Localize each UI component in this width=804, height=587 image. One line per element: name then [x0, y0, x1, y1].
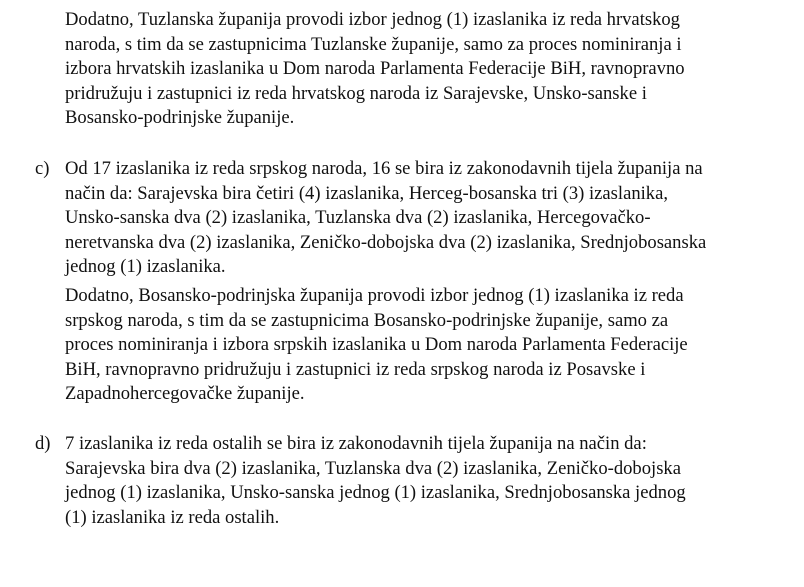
text-line: izbora hrvatskih izaslanika u Dom naroda Parlamenta Federacije BiH, ravnopravno — [65, 58, 685, 80]
list-item-c-additional — [65, 284, 789, 407]
text-line: neretvanska dva (2) izaslanika, Zeničko-dobojska dva (2) izaslanika, Srednjobosanska — [65, 231, 707, 253]
text-line: pridružuju i zastupnici iz reda hrvatskog naroda iz Sarajevske, Unsko-sanske i — [65, 82, 647, 104]
text-line: Unsko-sanska dva (2) izaslanika, Tuzlanska dva (2) izaslanika, Hercegovačko- — [65, 207, 651, 229]
list-marker-d: d) — [35, 433, 51, 454]
text-line: jednog (1) izaslanika. — [65, 256, 226, 278]
text-line: 7 izaslanika iz reda ostalih se bira iz zakonodavnih tijela županija na način da: — [65, 433, 647, 454]
text-line: Od 17 izaslanika iz reda srpskog naroda, 16 se bira iz zakonodavnih tijela županija na — [65, 158, 703, 179]
text-line: naroda, s tim da se zastupnicima Tuzlanske županije, samo za proces nominiranja i — [65, 33, 682, 55]
text-line: jednog (1) izaslanika, Unsko-sanska jednog (1) izaslanika, Srednjobosanska jednog — [65, 482, 686, 504]
text-line: (1) izaslanika iz reda ostalih. — [65, 506, 280, 528]
list-item-c — [65, 157, 789, 280]
text-line: način da: Sarajevska bira četiri (4) izaslanika, Herceg-bosanska tri (3) izaslanika, — [65, 182, 668, 204]
text-line: Sarajevska bira dva (2) izaslanika, Tuzlanska dva (2) izaslanika, Zeničko-dobojska — [65, 457, 681, 479]
text-line: srpskog naroda, s tim da se zastupnicima Bosansko-podrinjske županije, samo za — [65, 309, 669, 331]
list-item-d — [65, 432, 789, 530]
paragraph-b-continuation — [65, 8, 789, 131]
list-marker-c: c) — [35, 158, 50, 179]
text-line: BiH, ravnopravno pridružuju i zastupnici iz reda srpskog naroda iz Posavske i — [65, 358, 646, 380]
text-line: Dodatno, Bosansko-podrinjska županija provodi izbor jednog (1) izaslanika iz reda — [65, 285, 684, 306]
text-line: Dodatno, Tuzlanska županija provodi izbor jednog (1) izaslanika iz reda hrvatskog — [65, 9, 680, 30]
text-line: Bosansko-podrinjske županije. — [65, 107, 295, 129]
text-line: Zapadnohercegovačke županije. — [65, 383, 305, 405]
text-line: proces nominiranja i izbora srpskih izaslanika u Dom naroda Parlamenta Federacije — [65, 334, 688, 356]
